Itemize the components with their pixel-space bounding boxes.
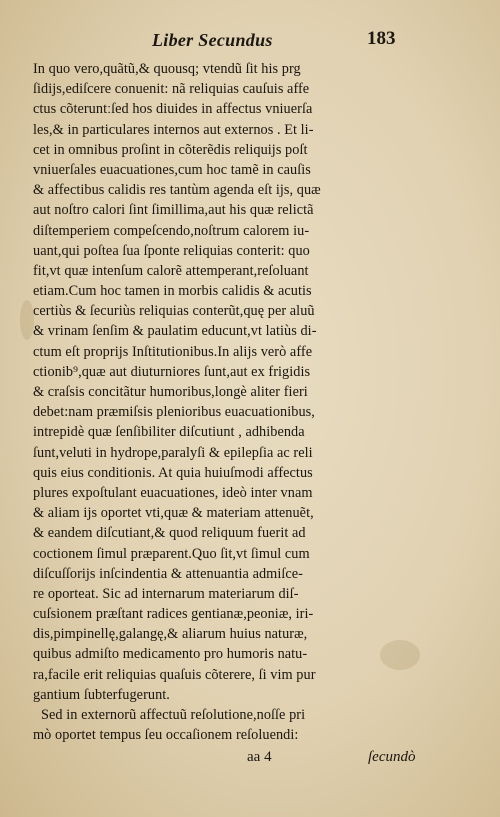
page-number: 183 [367, 28, 396, 49]
text-line: & craſsis concitãtur humoribus,longè aliter fieri [33, 384, 308, 400]
text-line: aut noſtro calori ſint ſimillima,aut his quæ relictã [33, 202, 314, 219]
text-line: fit,vt quæ intenſum calorẽ attemperant,reſoluant [33, 262, 309, 279]
text-line: ra,facile erit reliquias quaſuis cõterere, ſi vim pur [33, 666, 316, 683]
text-line: debet:nam præmiſsis plenioribus euacuationibus, [33, 404, 315, 421]
text-line: les,& in particulares internos aut externos . Et li- [33, 121, 314, 138]
text-line: re oporteat. Sic ad internarum materiarum diſ- [33, 585, 299, 602]
text-line: ſidijs,ediſcere conuenit: nã reliquias cauſuis affe [33, 81, 310, 98]
text-line: & vrinam ſenſim & paulatim educunt,vt latiùs di- [33, 323, 317, 340]
text-line: gantium ſubterfugerunt. [33, 686, 170, 703]
text-line: uant,qui poſtea ſua ſponte reliquias conterit: quo [33, 242, 310, 259]
text-line: quis eius conditionis. At quia huiuſmodi affectus [33, 464, 313, 481]
page-footer [0, 749, 500, 773]
text-line: quibus admiſto medicamento pro humoris natu- [33, 646, 308, 663]
text-line: ctus cõteruntːſed hos diuides in affectus vniuerſa [33, 101, 313, 118]
text-line: & eandem diſcutiant,& quod reliquum fuerit ad [33, 525, 306, 542]
text-line: diſtemperiem compeſcendo,noſtrum calorem iu- [33, 222, 310, 239]
text-line: diſcuſſorijs inſcindentia & attenuantia admiſce- [33, 565, 303, 582]
text-line: coctionem ſimul præparent.Quo ſit,vt ſimul cum [33, 545, 310, 562]
text-line: cet in omnibus proſint in cõterẽdis reliquijs poſt [33, 141, 308, 158]
running-title: Liber Secundus [152, 30, 273, 50]
text-line: plures expoſtulant euacuationes, ideò inter vnam [33, 484, 313, 501]
text-line: vniuerſales euacuationes,cum hoc tamẽ in cauſis [33, 161, 311, 178]
text-line: mò oportet tempus ſeu occaſionem reſoluendi: [33, 727, 299, 744]
text-line: & affectibus calidis res tantùm agenda eſt ijs, quæ [33, 182, 321, 199]
text-line: cuſsionem præſtant radices gentianæ,peoniæ, iri- [33, 606, 314, 623]
text-line: etiam.Cum hoc tamen in morbis calidis & acutis [33, 283, 312, 300]
text-line: Sed in externorũ affectuũ reſolutione,noſſe pri [41, 707, 306, 723]
paper-stain [20, 300, 34, 340]
text-line: intrepidè quæ ſenſibiliter diſcutiunt , adhibenda [33, 424, 305, 441]
text-line: certiùs & ſecuriùs reliquias conterũt,quę per aluũ [33, 303, 315, 320]
text-line: dis,pimpinellę,galangę,& aliarum huius naturæ, [33, 626, 308, 643]
text-line: ſunt,veluti in hydrope,paralyſi & epilepſia ac reli [33, 444, 313, 461]
text-line: ctum eſt proprijs Inſtitutionibus.In alijs verò affe [33, 343, 313, 360]
text-line: In quo vero,quãtũ,& quousq; vtendũ ſit his prg [33, 61, 301, 77]
signature-mark: aa 4 [247, 749, 272, 765]
text-line: ctionib⁹,quæ aut diuturniores ſunt,aut ex frigidis [33, 363, 311, 380]
text-line: & aliam ijs oportet vti,quæ & materiam attenuẽt, [33, 505, 314, 522]
body-text [33, 59, 413, 745]
catchword: ſecundò [368, 749, 416, 765]
page-header [0, 22, 500, 48]
